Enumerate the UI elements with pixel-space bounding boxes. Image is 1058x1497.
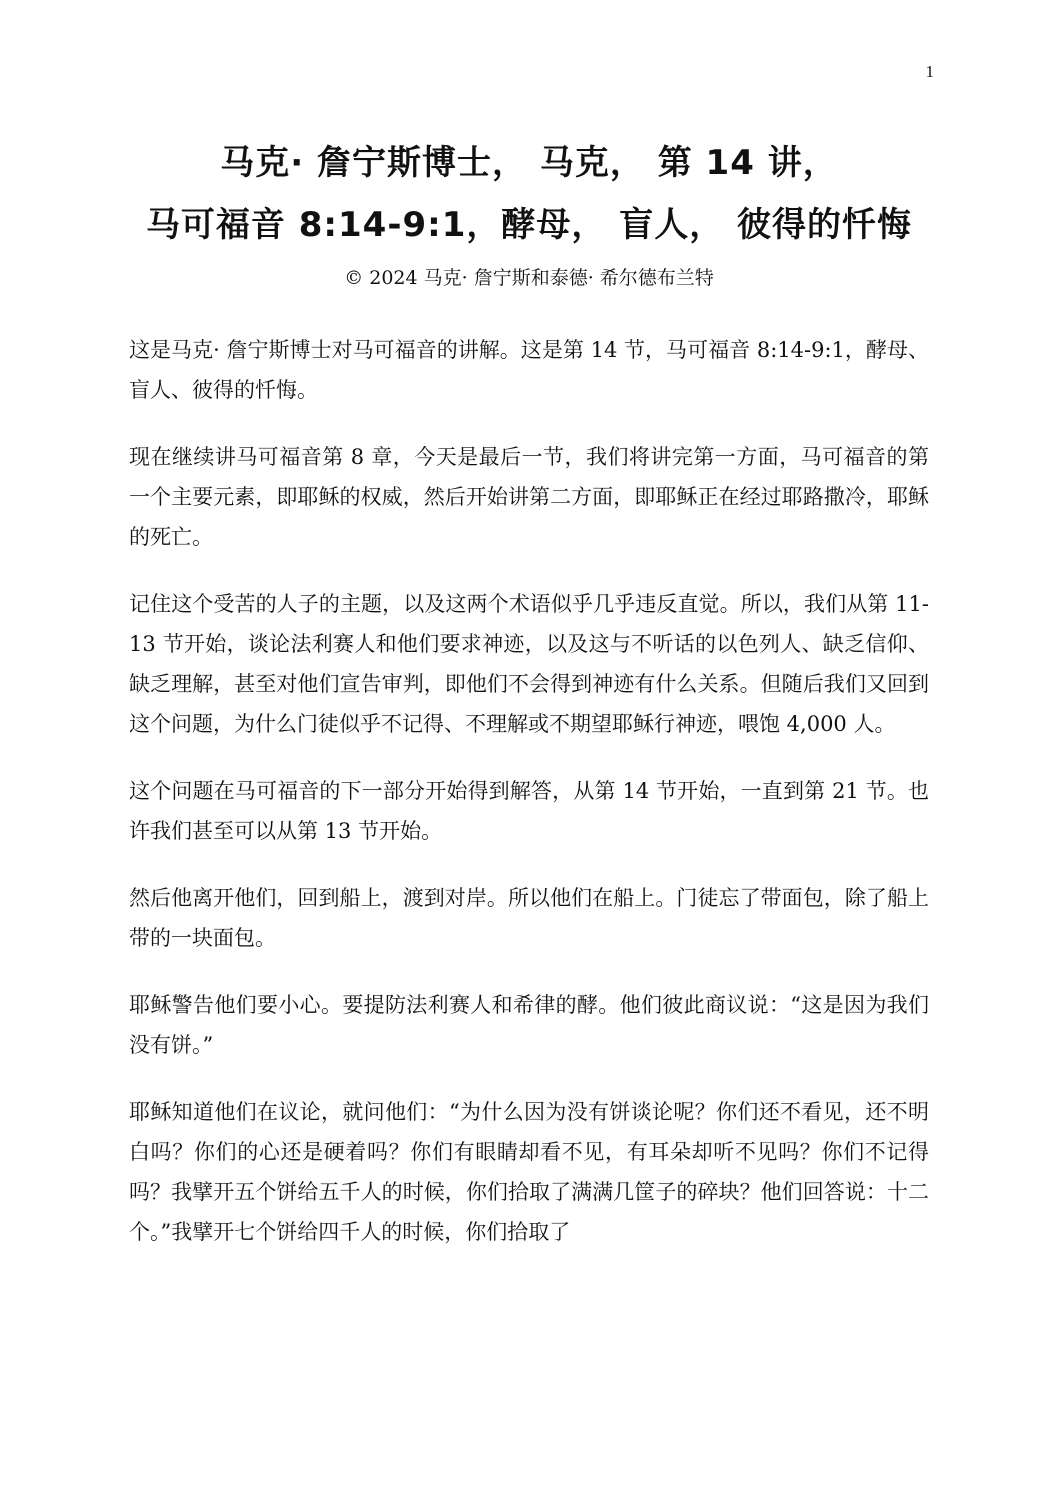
document-title-line-2: 马可福音 8:14-9:1，酵母， 盲人， 彼得的忏悔 bbox=[145, 205, 913, 245]
paragraph: 耶稣警告他们要小心。要提防法利赛人和希律的酵。他们彼此商议说：“这是因为我们没有饼。” bbox=[129, 993, 929, 1057]
paragraph: 耶稣知道他们在议论，就问他们：“为什么因为没有饼谈论呢？你们还不看见，还不明白吗？你们的心还是硬着吗？你们有眼睛却看不见，有耳朵却听不见吗？你们不记得吗？我擘开五个饼给五千人的时候，你们拾取了满满几筐子的碎块？他们回答说：十二个。”我擘开七个饼给四千人的时候，你们拾取了 bbox=[129, 1100, 929, 1244]
document-body bbox=[129, 330, 929, 1279]
paragraph: 现在继续讲马可福音第 8 章，今天是最后一节，我们将讲完第一方面，马可福音的第一个主要元素，即耶稣的权威，然后开始讲第二方面，即耶稣正在经过耶路撒冷，耶稣的死亡。 bbox=[129, 445, 929, 549]
paragraph-intro: 这是马克· 詹宁斯博士对马可福音的讲解。这是第 14 节，马可福音 8:14-9:1，酵母、盲人、彼得的忏悔。 bbox=[129, 338, 929, 402]
paragraph: 然后他离开他们，回到船上，渡到对岸。所以他们在船上。门徒忘了带面包，除了船上带的一块面包。 bbox=[129, 886, 929, 950]
paragraph: 记住这个受苦的人子的主题，以及这两个术语似乎几乎违反直觉。所以，我们从第 11-13 节开始，谈论法利赛人和他们要求神迹，以及这与不听话的以色列人、缺乏信仰、缺乏理解，甚至对他们宣告审判，即他们不会得到神迹有什么关系。但随后我们又回到这个问题，为什么门徒似乎不记得、不理解或不期望耶稣行神迹，喂饱 4,000 人。 bbox=[129, 592, 929, 736]
document-title-line-1: 马克· 詹宁斯博士， 马克， 第 14 讲， bbox=[220, 143, 838, 183]
page-number: 1 bbox=[925, 62, 934, 81]
copyright-line: © 2024 马克· 詹宁斯和泰德· 希尔德布兰特 bbox=[344, 267, 714, 289]
paragraph: 这个问题在马可福音的下一部分开始得到解答，从第 14 节开始，一直到第 21 节。也许我们甚至可以从第 13 节开始。 bbox=[129, 779, 929, 843]
